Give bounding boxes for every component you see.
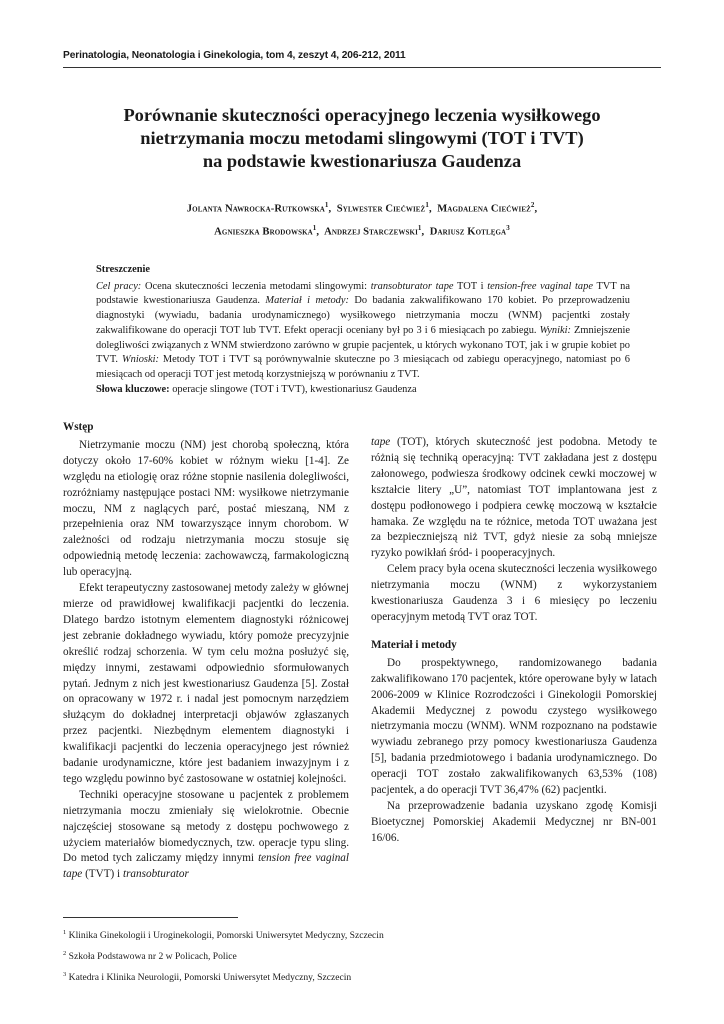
- footnote-rule: [63, 917, 238, 918]
- keywords-text: operacje slingowe (TOT i TVT), kwestionariusz Gaudenza: [169, 383, 417, 395]
- footnote-number: 3: [63, 971, 67, 979]
- author-affiliation: 1: [324, 201, 329, 209]
- intro-text: (TVT) i: [82, 868, 123, 881]
- footnote-text: Szkoła Podstawowa nr 2 w Policach, Police: [66, 951, 237, 963]
- abstract-body: [96, 280, 630, 383]
- author-line-2: Agnieszka Brodowska$^1$, Andrzej Starczewski$^1$, Dariusz Kotlęga$^3$: [214, 223, 510, 238]
- intro-paragraph-1: Nietrzymanie moczu (NM) jest chorobą społeczną, która dotyczy około 17-60% kobiet w różnym wieku [1-4]. Ze względu na etiologię oraz różne stopnie nasilenia dolegliwości, rozróżniamy następujące postaci NM: wysiłkowe nietrzymanie moczu, NM z naglących parć, postać mieszaną, NM z przepełnienia oraz NM towarzyszące innym chorobom. W zależności od rodzaju nietrzymania moczu stosuje się odpowiednią metodę leczenia: zachowawczą, farmakologiczną lub operacyjną.: [63, 438, 349, 579]
- abstract: [96, 263, 630, 397]
- title-line-3: na podstawie kwestionariusza Gaudenza: [202, 151, 522, 171]
- abstract-label-cel: Cel pracy:: [96, 280, 142, 292]
- author-affiliation: 2: [530, 201, 535, 209]
- header-rule: [63, 67, 661, 68]
- footnotes: [63, 924, 384, 988]
- abstract-label-materials: Materiał i metody:: [265, 295, 349, 307]
- keywords: [96, 383, 630, 398]
- abstract-text: Metody TOT i TVT są porównywalnie skuteczne po 3 miesiącach od zabiegu operacyjnego, natomiast po 6 miesiącach od operacji TOT jest metodą korzystniejszą w porównaniu z TVT.: [96, 354, 631, 380]
- footnote-text: Klinika Ginekologii i Uroginekologii, Pomorski Uniwersytet Medyczny, Szczecin: [66, 930, 384, 942]
- abstract-text: TOT i: [453, 280, 488, 292]
- title-line-1: Porównanie skuteczności operacyjnego leczenia wysiłkowego: [123, 105, 601, 125]
- intro-paragraph-3: [63, 788, 349, 883]
- author-name: Jolanta Nawrocka-Rutkowska: [186, 203, 325, 215]
- intro-heading: Wstęp: [63, 421, 94, 433]
- intro-text: (TOT), których skuteczność jest podobna. Metody te różnią się techniką operacyjną: TVT zakładana jest z dostępu załonowego, podwieszа środkowy odcinek cewki moczowej w kształcie litery „U”, natomiast TOT implantowana jest z dostępu podłonowego i podpiera cewkę moczową w kształcie hamaka. Ze względu na te różnice, metoda TOT uważana jest za bezpieczniejszą niż TVT, gdyż niesie za sobą mniejsze ryzyko powikłań śród- i pooperacyjnych.: [371, 436, 657, 560]
- intro-term: transobturator: [122, 868, 189, 881]
- author-name: Agnieszka Brodowska: [214, 226, 313, 238]
- left-column: [63, 420, 349, 883]
- author-list: [60, 196, 664, 241]
- abstract-term: tension-free vaginal tape: [487, 280, 593, 292]
- intro-paragraph-2: Efekt terapeutyczny zastosowanej metody zależy w głównej mierze od prawidłowej kwalifikacji pacjentki do leczenia. Dlatego bardzo istotnym elementem diagnostyki różnicowej jest zebranie dokładnego wywiadu, który pomoże precyzyjnie określić rodzaj schorzenia. W tym celu można posłużyć się, między innymi, zestawami odpowiednio sformułowanych pytań. Jednym z nich jest kwestionariusz Gaudenza [5]. Został on opracowany w 1972 r. i nadal jest pomocnym narzędziem służącym do dokładnej interpretacji objawów zgłaszanych przez pacjentki. Niezbędnym elementem diagnostyki i kwalifikacji pacjentki do leczenia operacyjnego jest również badanie urodynamiczne, które jest badaniem inwazyjnym i z tego względu powinno być zastosowane w ostatniej kolejności.: [63, 582, 349, 785]
- intro-paragraph-3-continued: [371, 435, 657, 562]
- footnote: [63, 966, 384, 987]
- intro-paragraph-4: Celem pracy była ocena skuteczności leczenia wysiłkowego nietrzymania moczu (WNM) z wykorzystaniem kwestionariusza Gaudenza 3 i 6 miesięcy po leczeniu operacyjnym metodą TVT oraz TOT.: [371, 563, 657, 623]
- author-line-1: Jolanta Nawrocka-Rutkowska$^1$, Sylwester Ciećwież$^1$, Magdalena Ciećwież$^2$,: [186, 201, 538, 215]
- footnote-number: 1: [63, 929, 67, 936]
- footnote-text: Katedra i Klinika Neurologii, Pomorski Uniwersytet Medyczny, Szczecin: [66, 972, 352, 984]
- methods-heading: Materiał i metody: [371, 638, 457, 651]
- intro-term: tension free vaginal tape: [63, 852, 349, 881]
- author-affiliation: 3: [506, 223, 510, 232]
- title-line-2: nietrzymania moczu metodami slingowymi (TOT i TVT): [140, 128, 584, 148]
- author-affiliation: 1: [417, 223, 422, 232]
- abstract-label-results: Wyniki:: [539, 324, 571, 336]
- footnote: [63, 945, 384, 966]
- right-column: [371, 435, 657, 847]
- author-name: Dariusz Kotlęga: [429, 226, 507, 238]
- intro-text: Techniki operacyjne stosowane u pacjentek z problemem nietrzymania moczu zmieniały się wielokrotnie. Obecnie najczęściej stosowane są metody z dostępu pochwowego z użyciem materiałów biomedycznych, tzw. operacje typu sling. Do metod tych zaliczamy między innymi: [63, 788, 349, 865]
- methods-paragraph-2: Na przeprowadzenie badania uzyskano zgodę Komisji Bioetycznej Pomorskiej Akademii Medycznej nr BN-001 16/06.: [371, 799, 657, 844]
- keywords-label: Słowa kluczowe:: [96, 383, 170, 395]
- author-name: Magdalena Ciećwież: [437, 203, 531, 215]
- author-affiliation: 1: [425, 201, 429, 209]
- footnote-number: 2: [63, 950, 67, 958]
- abstract-label-conclusions: Wnioski:: [121, 354, 159, 366]
- footnote: [63, 924, 384, 945]
- author-affiliation: 1: [312, 223, 317, 232]
- author-name: Andrzej Starczewski: [324, 226, 418, 238]
- abstract-text: TVT na podstawie kwestionariusza Gaudenza.: [96, 280, 630, 307]
- author-name: Sylwester Ciećwież: [336, 203, 426, 215]
- abstract-heading: Streszczenie: [96, 264, 151, 275]
- abstract-text: Do badania zakwalifikowano 170 kobiet. Po przeprowadzeniu diagnostyki (wywiadu, badania urodynamicznego) wysiłkowego nietrzymania moczu (WNM) pacjentki zostały zakwalifikowane do operacji TOT lub TVT. Efekt operacji oceniany był po 3 i 6 miesiącach po zabiegu.: [96, 295, 631, 336]
- abstract-text: Zmniejszenie dolegliwości związanych z WNM stwierdzono zarówno w grupie pacjentek, u których wykonano TOT, jak i w grupie kobiet po TVT.: [96, 324, 630, 366]
- abstract-term: transobturator tape: [370, 280, 454, 292]
- article-title: [60, 104, 664, 173]
- journal-header: Perinatologia, Neonatologia i Ginekologia, tom 4, zeszyt 4, 206-212, 2011: [63, 50, 406, 61]
- methods-paragraph-1: Do prospektywnego, randomizowanego badania zakwalifikowano 170 pacjentek, które operowane były w latach 2006-2009 w Klinice Rozrodczości i Ginekologii Pomorskiej Akademii Medycznej z powodu czystego wysiłkowego nietrzymania moczu (WNM). WNM rozpoznano na podstawie wywiadu zebranego przy pomocy kwestionariusza Gaudenza [5], badania przedmiotowego i badania urodynamicznego. Do operacji TOT zostało zakwalifikowanych 63,53% (108) pacjentek, a do operacji TVT 36,47% (62) pacjentki.: [371, 656, 657, 797]
- abstract-text: Ocena skuteczności leczenia metodami slingowymi:: [141, 280, 371, 292]
- intro-term: tape: [371, 436, 391, 448]
